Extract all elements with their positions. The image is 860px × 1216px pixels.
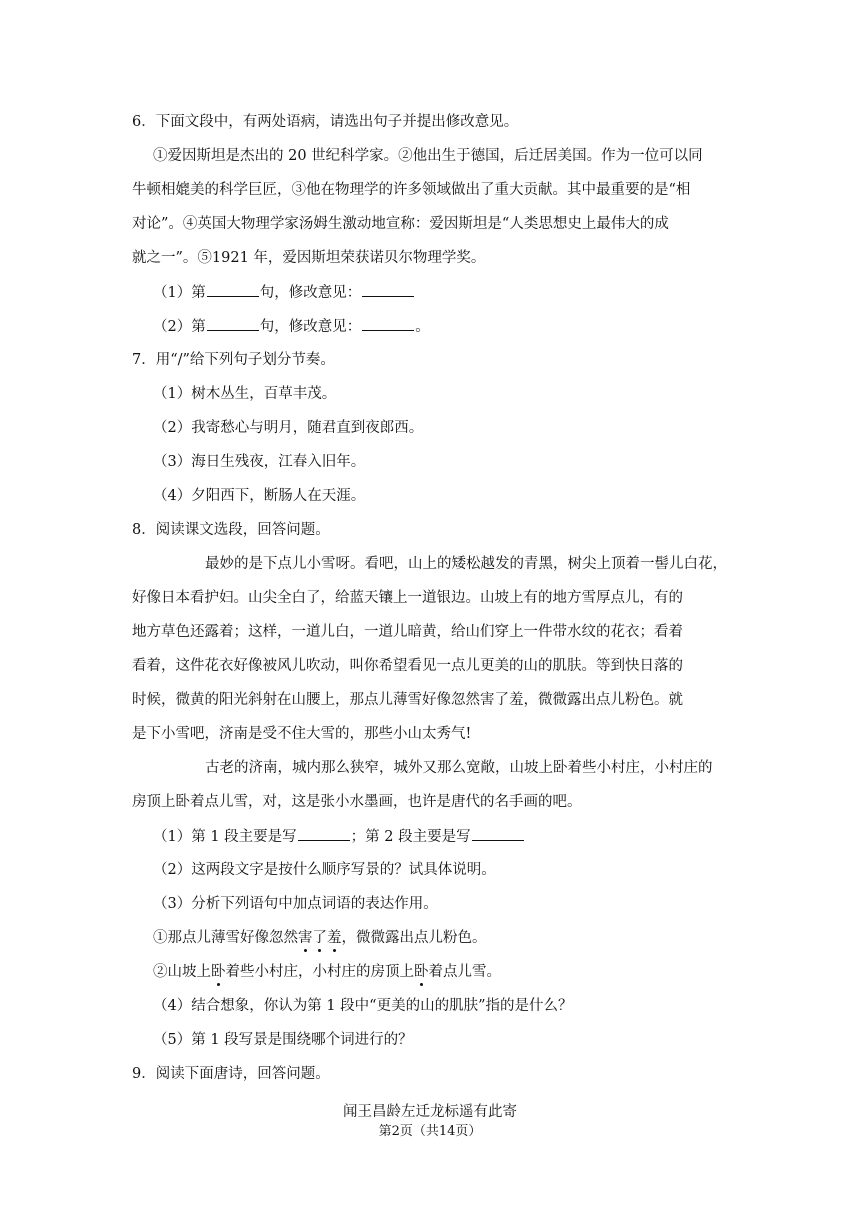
q8-sub4: （4）结合想象，你认为第 1 段中“更美的山的肌肤”指的是什么？ xyxy=(153,998,573,1014)
q8-sub5: （5）第 1 段写景是围绕哪个词进行的？ xyxy=(153,1032,413,1048)
answer-blank[interactable] xyxy=(362,282,414,297)
answer-blank[interactable] xyxy=(362,316,414,331)
answer-blank[interactable] xyxy=(298,826,350,841)
dotted-word-char: 羞 xyxy=(327,930,342,946)
q9-stem: 9．阅读下面唐诗，回答问题。 xyxy=(132,1066,330,1082)
q8-para2-line: 房顶上卧着点儿雪，对，这是张小水墨画，也许是唐代的名手画的吧。 xyxy=(132,794,582,810)
poem-title: 闻王昌龄左迁龙标遥有此寄 xyxy=(343,1104,517,1120)
q7-item: （3）海日生残夜，江春入旧年。 xyxy=(153,454,366,470)
q8-para1-line: 是下小雪吧，济南是受不住大雪的，那些小山太秀气! xyxy=(132,726,472,742)
q8-para1-line: 看着，这件花衣好像被风儿吹动，叫你希望看见一点儿更美的山的肌肤。等到快日落的 xyxy=(132,658,683,674)
dotted-word-char: 卧 xyxy=(211,964,226,980)
q7-item: （2）我寄愁心与明月，随君直到夜郎西。 xyxy=(153,420,424,436)
q6-text-line: 对论”。④英国大物理学家汤姆生激动地宣称：爱因斯坦是“人类思想史上最伟大的成 xyxy=(132,216,669,232)
q7-stem: 7．用“/”给下列句子划分节奏。 xyxy=(132,352,335,368)
answer-blank[interactable] xyxy=(207,282,259,297)
q6-stem: 6．下面文段中，有两处语病，请选出句子并提出修改意见。 xyxy=(132,114,519,130)
q8-para1-line: 时候，微黄的阳光斜射在山腰上，那点儿薄雪好像忽然害了羞，微微露出点儿粉色。就 xyxy=(132,692,683,708)
answer-blank[interactable] xyxy=(472,826,524,841)
q8-para2-line: 古老的济南，城内那么狭窄，城外又那么宽敞，山坡上卧着些小村庄，小村庄的 xyxy=(205,760,713,776)
q6-sub1: （1）第 句，修改意见： xyxy=(153,282,415,303)
q7-item: （4）夕阳西下，断肠人在天涯。 xyxy=(153,488,366,504)
q8-sub2: （2）这两段文字是按什么顺序写景的？试具体说明。 xyxy=(153,862,496,878)
q7-item: （1）树木丛生，百草丰茂。 xyxy=(153,386,337,402)
answer-blank[interactable] xyxy=(207,316,259,331)
q8-sub1: （1）第 1 段主要是写 ；第 2 段主要是写 xyxy=(153,826,525,847)
q6-text-line: ①爱因斯坦是杰出的 20 世纪科学家。②他出生于德国，后迁居美国。作为一位可以同 xyxy=(153,148,703,164)
dotted-word-char: 害 xyxy=(298,930,313,946)
q6-text-line: 牛顿相媲美的科学巨匠，③他在物理学的许多领域做出了重大贡献。其中最重要的是“相 xyxy=(132,182,691,198)
q6-sub2: （2）第 句，修改意见： 。 xyxy=(153,316,430,337)
dotted-word-char: 卧 xyxy=(414,964,429,980)
dotted-word-char: 了 xyxy=(312,930,327,946)
q8-para1-line: 最妙的是下点儿小雪呀。看吧，山上的矮松越发的青黑，树尖上顶着一髻儿白花， xyxy=(205,556,727,572)
q8-para1-line: 好像日本看护妇。山尖全白了，给蓝天镶上一道银边。山坡上有的地方雪厚点儿，有的 xyxy=(132,590,683,606)
q8-sub3: （3）分析下列语句中加点词语的表达作用。 xyxy=(153,896,438,912)
q8-sentence-1: ①那点儿薄雪好像忽然害了羞，微微露出点儿粉色。 xyxy=(153,930,487,946)
q8-para1-line: 地方草色还露着；这样，一道儿白，一道儿暗黄，给山们穿上一件带水纹的花衣；看着 xyxy=(132,624,683,640)
page-footer: 第2页（共14页） xyxy=(378,1124,482,1139)
q8-stem: 8．阅读课文选段，回答问题。 xyxy=(132,522,330,538)
q6-text-line: 就之一”。⑤1921 年，爱因斯坦荣获诺贝尔物理学奖。 xyxy=(132,250,486,266)
q8-sentence-2: ②山坡上卧着些小村庄，小村庄的房顶上卧着点儿雪。 xyxy=(153,964,501,980)
